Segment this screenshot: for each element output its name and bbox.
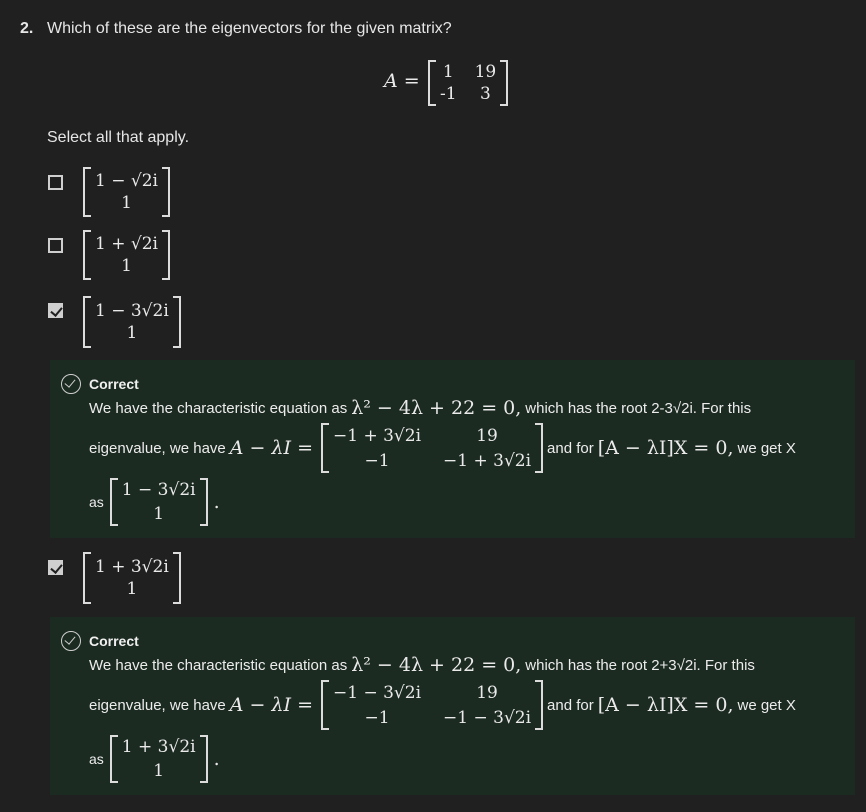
select-all-instruction: Select all that apply. <box>47 129 190 146</box>
given-matrix <box>428 60 508 106</box>
matrix-cell: −1 + 3√2i <box>443 450 532 471</box>
feedback-line-1 <box>89 651 755 679</box>
feedback-title: Correct <box>89 633 139 649</box>
feedback-text: as <box>89 751 104 767</box>
vector-top: 1 − √2i <box>95 171 158 191</box>
vector-top: 1 − 3√2i <box>121 480 196 500</box>
eigenvector-result <box>110 478 208 526</box>
feedback-line-2 <box>89 422 796 474</box>
matrix-cell: 19 <box>476 425 498 446</box>
option-3-checkbox[interactable] <box>48 303 63 318</box>
vector-top: 1 − 3√2i <box>95 301 169 321</box>
matrix-cell: 19 <box>476 682 498 703</box>
feedback-text: eigenvalue, we have <box>89 439 226 457</box>
eigen-equation: [A − λI]X = 0, <box>597 437 734 459</box>
matrix-cell: −1 − 3√2i <box>333 682 422 703</box>
feedback-text: as <box>89 494 104 510</box>
eigen-equation: [A − λI]X = 0, <box>597 694 734 716</box>
vector-bottom: 1 <box>121 256 132 276</box>
check-circle-icon <box>61 374 81 394</box>
option-4-checkbox[interactable] <box>48 560 63 575</box>
matrix-cell: 19 <box>474 62 497 82</box>
feedback-text: and for <box>547 439 594 457</box>
vector-bottom: 1 <box>153 504 165 524</box>
option-3-vector[interactable] <box>83 296 181 348</box>
feedback-text: eigenvalue, we have <box>89 696 226 714</box>
feedback-line-3 <box>89 476 224 528</box>
feedback-text: we get X <box>737 696 796 714</box>
option-2-vector[interactable] <box>83 230 170 280</box>
feedback-line-2 <box>89 679 796 731</box>
feedback-text: we get X <box>737 439 796 457</box>
option-4-vector[interactable] <box>83 552 181 604</box>
matrix-cell: −1 − 3√2i <box>443 707 532 728</box>
a-minus-lambda: A − λI = <box>229 694 313 716</box>
vector-top: 1 + 3√2i <box>121 737 196 757</box>
vector-bottom: 1 <box>126 579 138 599</box>
option-2-checkbox[interactable] <box>48 238 63 253</box>
a-minus-lambda-matrix <box>321 423 543 473</box>
feedback-text: and for <box>547 696 594 714</box>
question-number: 2. <box>20 20 34 37</box>
matrix-cell: −1 + 3√2i <box>333 425 422 446</box>
characteristic-equation: λ² − 4λ + 22 = 0, <box>351 397 522 419</box>
feedback-panel <box>50 360 855 538</box>
period: . <box>213 491 220 513</box>
eigenvector-result <box>110 735 208 783</box>
feedback-text: We have the characteristic equation as <box>89 656 348 674</box>
a-minus-lambda-matrix <box>321 680 543 730</box>
feedback-line-1 <box>89 394 751 422</box>
vector-top: 1 + √2i <box>95 234 158 254</box>
vector-bottom: 1 <box>126 323 138 343</box>
vector-bottom: 1 <box>153 761 165 781</box>
period: . <box>213 748 220 770</box>
matrix-cell: −1 <box>364 450 390 471</box>
vector-top: 1 + 3√2i <box>95 557 169 577</box>
feedback-text: We have the characteristic equation as <box>89 399 348 417</box>
feedback-text: which has the root 2-3√2i. For this <box>525 399 752 417</box>
feedback-line-3 <box>89 733 224 785</box>
vector-bottom: 1 <box>121 193 132 213</box>
matrix-cell: 1 <box>442 62 454 82</box>
matrix-label: A = <box>384 70 420 92</box>
matrix-cell: 3 <box>479 84 491 104</box>
check-circle-icon <box>61 631 81 651</box>
question-text: Which of these are the eigenvectors for the given matrix? <box>47 20 452 37</box>
a-minus-lambda: A − λI = <box>229 437 313 459</box>
matrix-cell: -1 <box>440 84 457 104</box>
feedback-text: which has the root 2+3√2i. For this <box>525 656 755 674</box>
characteristic-equation: λ² − 4λ + 22 = 0, <box>351 654 522 676</box>
feedback-title: Correct <box>89 376 139 392</box>
feedback-panel <box>50 617 855 795</box>
option-1-vector[interactable] <box>83 167 170 217</box>
option-1-checkbox[interactable] <box>48 175 63 190</box>
matrix-cell: −1 <box>364 707 390 728</box>
